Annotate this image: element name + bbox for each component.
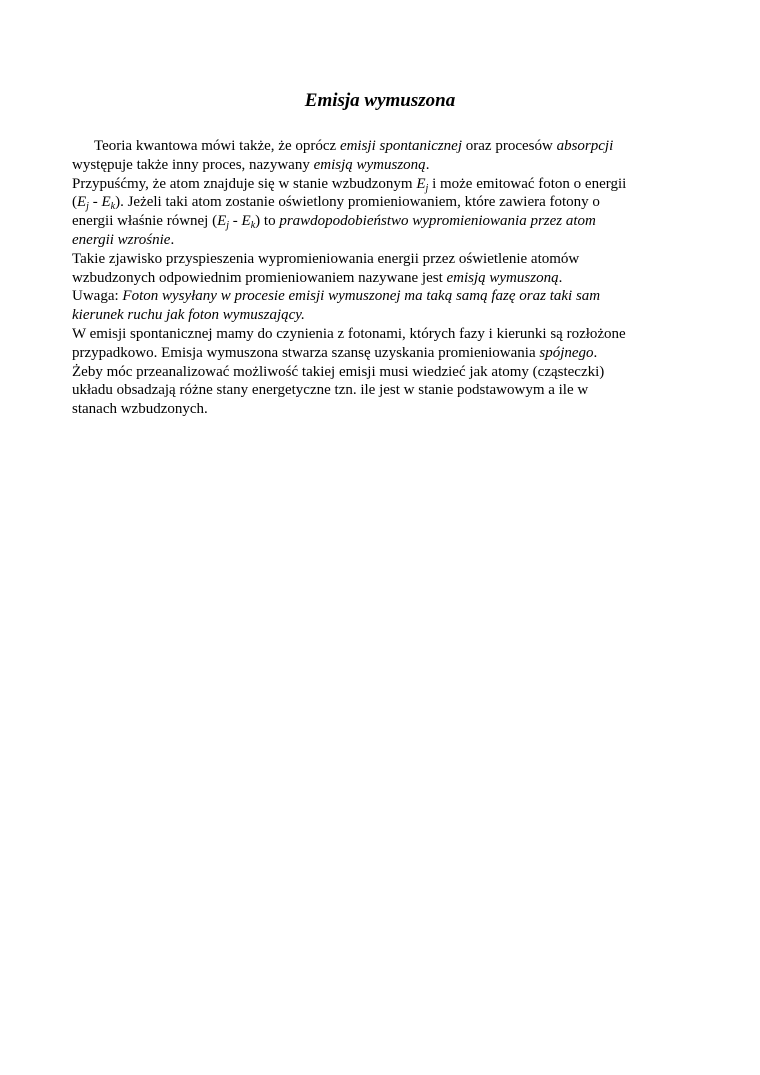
paragraph-1-line-1 xyxy=(72,137,692,156)
paragraph-2-line-1 xyxy=(72,175,692,194)
formula-ej-minus-ek xyxy=(217,213,256,232)
text-run: występuje także inny proces, nazywany xyxy=(72,156,314,173)
text-run: wzbudzonych odpowiednim promieniowaniem nazywane jest xyxy=(72,269,447,286)
paragraph-6-line-1: Żeby móc przeanalizować możliwość takiej emisji musi wiedzieć jak atomy (cząsteczki) xyxy=(72,363,605,380)
symbol-e: E xyxy=(416,175,426,192)
symbol-e: E xyxy=(77,194,87,211)
paragraph-6-line-3: stanach wzbudzonych. xyxy=(72,401,208,418)
minus-sign: - xyxy=(229,213,242,230)
text-run: . xyxy=(593,344,598,361)
term-emisja-wymuszona: emisją wymuszoną xyxy=(446,269,559,286)
text-run: energii właśnie równej ( xyxy=(72,213,218,230)
text-run: Teoria kwantowa mówi także, że oprócz xyxy=(94,138,340,154)
text-run: ). Jeżeli taki atom zostanie oświetlony promieniowaniem, które zawiera fotony o xyxy=(115,194,600,211)
paragraph-3-line-1: Takie zjawisko przyspieszenia wypromieniowania energii przez oświetlenie atomów xyxy=(72,250,580,267)
subscript-k: k xyxy=(110,201,116,213)
text-run: i może emitować foton o energii xyxy=(428,175,627,192)
document-body xyxy=(72,137,692,419)
note-label: Uwaga: xyxy=(72,288,123,305)
subscript-j: j xyxy=(86,201,89,213)
term-absorpcji: absorpcji xyxy=(556,138,614,154)
paragraph-5-line-2 xyxy=(72,344,692,363)
paragraph-4-line-2: kierunek ruchu jak foton wymuszający. xyxy=(72,307,305,324)
paragraph-2-line-4 xyxy=(72,231,692,250)
text-run: przypadkowo. Emisja wymuszona stwarza szansę uzyskania promieniowania xyxy=(72,344,540,361)
text-run: Przypuśćmy, że atom znajduje się w stanie wzbudzonym xyxy=(72,175,417,192)
term-spojnego: spójnego xyxy=(539,344,594,361)
paragraph-2-line-2 xyxy=(72,193,692,212)
term-energii-wzrosnie: energii wzrośnie xyxy=(72,231,171,248)
minus-sign: - xyxy=(88,194,102,211)
symbol-ej xyxy=(416,176,428,192)
paragraph-4-line-1 xyxy=(72,287,692,306)
paragraph-6-line-2: układu obsadzają różne stany energetyczne tzn. ile jest w stanie podstawowym a ile w xyxy=(72,382,589,399)
subscript-j: j xyxy=(226,220,230,232)
text-run: oraz procesów xyxy=(462,138,557,154)
symbol-e: E xyxy=(241,213,251,230)
text-run: . xyxy=(425,156,430,173)
paragraph-1-line-2 xyxy=(72,156,692,175)
paragraph-3-line-2 xyxy=(72,269,692,288)
subscript-k: k xyxy=(250,220,256,232)
term-emisji-spontanicznej: emisji spontanicznej xyxy=(339,138,463,154)
symbol-e: E xyxy=(101,194,111,211)
text-run: . xyxy=(170,231,175,248)
subscript-j: j xyxy=(425,182,429,194)
text-run: ) to xyxy=(255,213,280,230)
term-emisja-wymuszona: emisją wymuszoną xyxy=(313,156,426,173)
paragraph-2-line-3 xyxy=(72,212,692,231)
note-text: Foton wysyłany w procesie emisji wymuszonej ma taką samą fazę oraz taki sam xyxy=(122,288,601,305)
symbol-e: E xyxy=(217,213,227,230)
text-run: . xyxy=(558,269,563,286)
page-title: Emisja wymuszona xyxy=(304,90,456,111)
paragraph-5-line-1: W emisji spontanicznej mamy do czynienia z fotonami, których fazy i kierunki są rozłożone xyxy=(72,325,626,342)
text-run: ( xyxy=(72,194,77,211)
term-prawdopodobienstwo: prawdopodobieństwo wypromieniowania przez atom xyxy=(279,213,596,230)
formula-ej-minus-ek xyxy=(77,194,116,213)
